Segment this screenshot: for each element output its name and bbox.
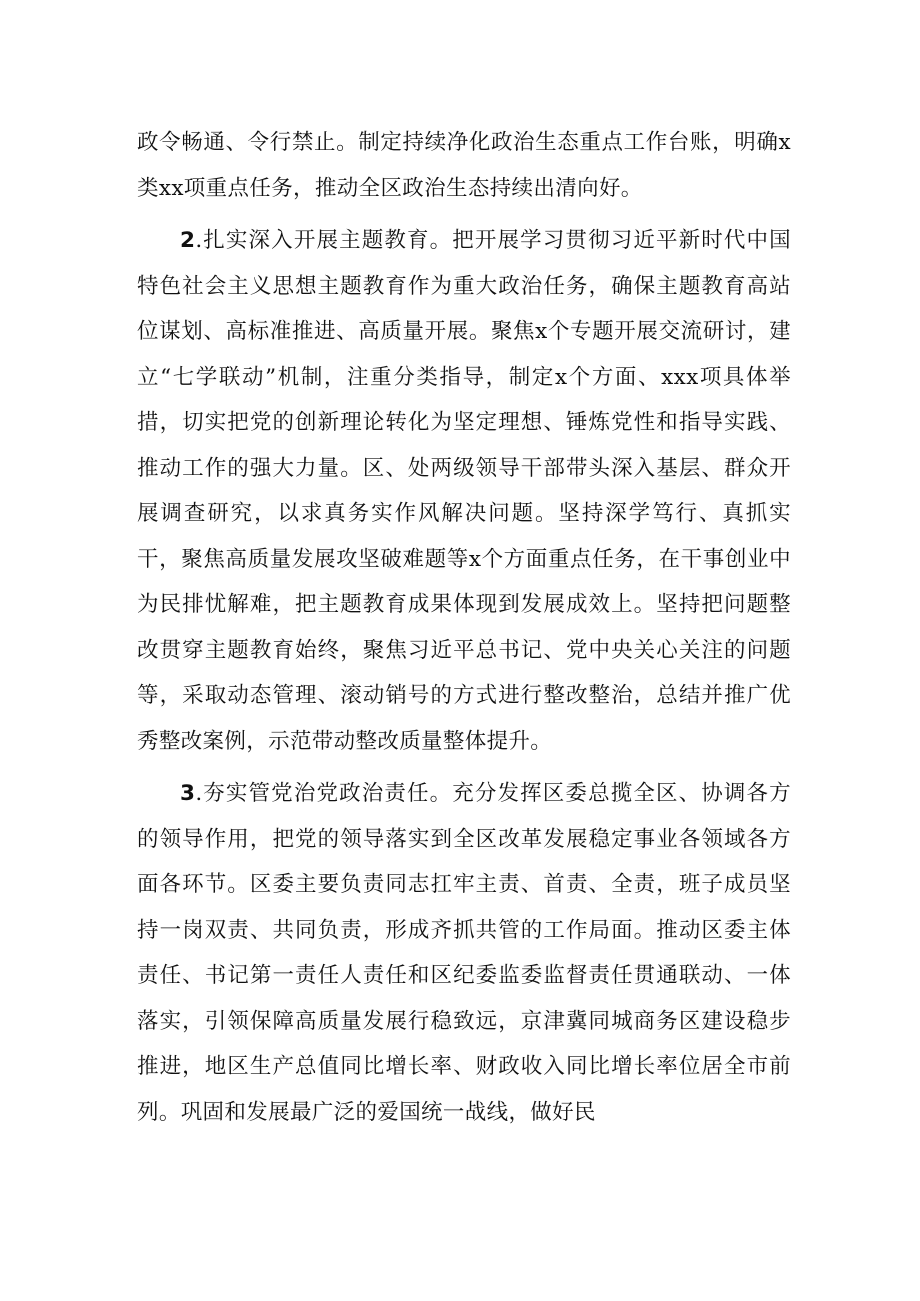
paragraph-3 (137, 771, 791, 1135)
document-page (137, 120, 791, 1135)
paragraph-1 (137, 120, 791, 211)
paragraph-1-text: 政令畅通、令行禁止。制定持续净化政治生态重点工作台账，明确x类xx项重点任务，推动全区政治生态持续出清向好。 (137, 130, 791, 201)
paragraph-2-number: 2 (180, 228, 196, 253)
paragraph-3-number: 3 (180, 781, 196, 806)
paragraph-3-text: .夯实管党治党政治责任。充分发挥区委总揽全区、协调各方的领导作用，把党的领导落实到全区改革发展稳定事业各领域各方面各环节。区委主要负责同志扛牢主责、首责、全责，班子成员坚持一岗双责、共同负责，形成齐抓共管的工作局面。推动区委主体责任、书记第一责任人责任和区纪委监委监督责任贯通联动、一体落实，引领保障高质量发展行稳致远，京津冀同城商务区建设稳步推进，地区生产总值同比增长率、财政收入同比增长率位居全市前列。巩固和发展最广泛的爱国统一战线，做好民 (137, 781, 791, 1125)
paragraph-2-text: .扎实深入开展主题教育。把开展学习贯彻习近平新时代中国特色社会主义思想主题教育作为重大政治任务，确保主题教育高站位谋划、高标准推进、高质量开展。聚焦x个专题开展交流研讨，建立“七学联动”机制，注重分类指导，制定x个方面、xxx项具体举措，切实把党的创新理论转化为坚定理想、锤炼党性和指导实践、推动工作的强大力量。区、处两级领导干部带头深入基层、群众开展调查研究，以求真务实作风解决问题。坚持深学笃行、真抓实干，聚焦高质量发展攻坚破难题等x个方面重点任务，在干事创业中为民排忧解难，把主题教育成果体现到发展成效上。坚持把问题整改贯穿主题教育始终，聚焦习近平总书记、党中央关心关注的问题等，采取动态管理、滚动销号的方式进行整改整治，总结并推广优秀整改案例，示范带动整改质量整体提升。 (137, 228, 791, 754)
paragraph-2 (137, 218, 791, 764)
